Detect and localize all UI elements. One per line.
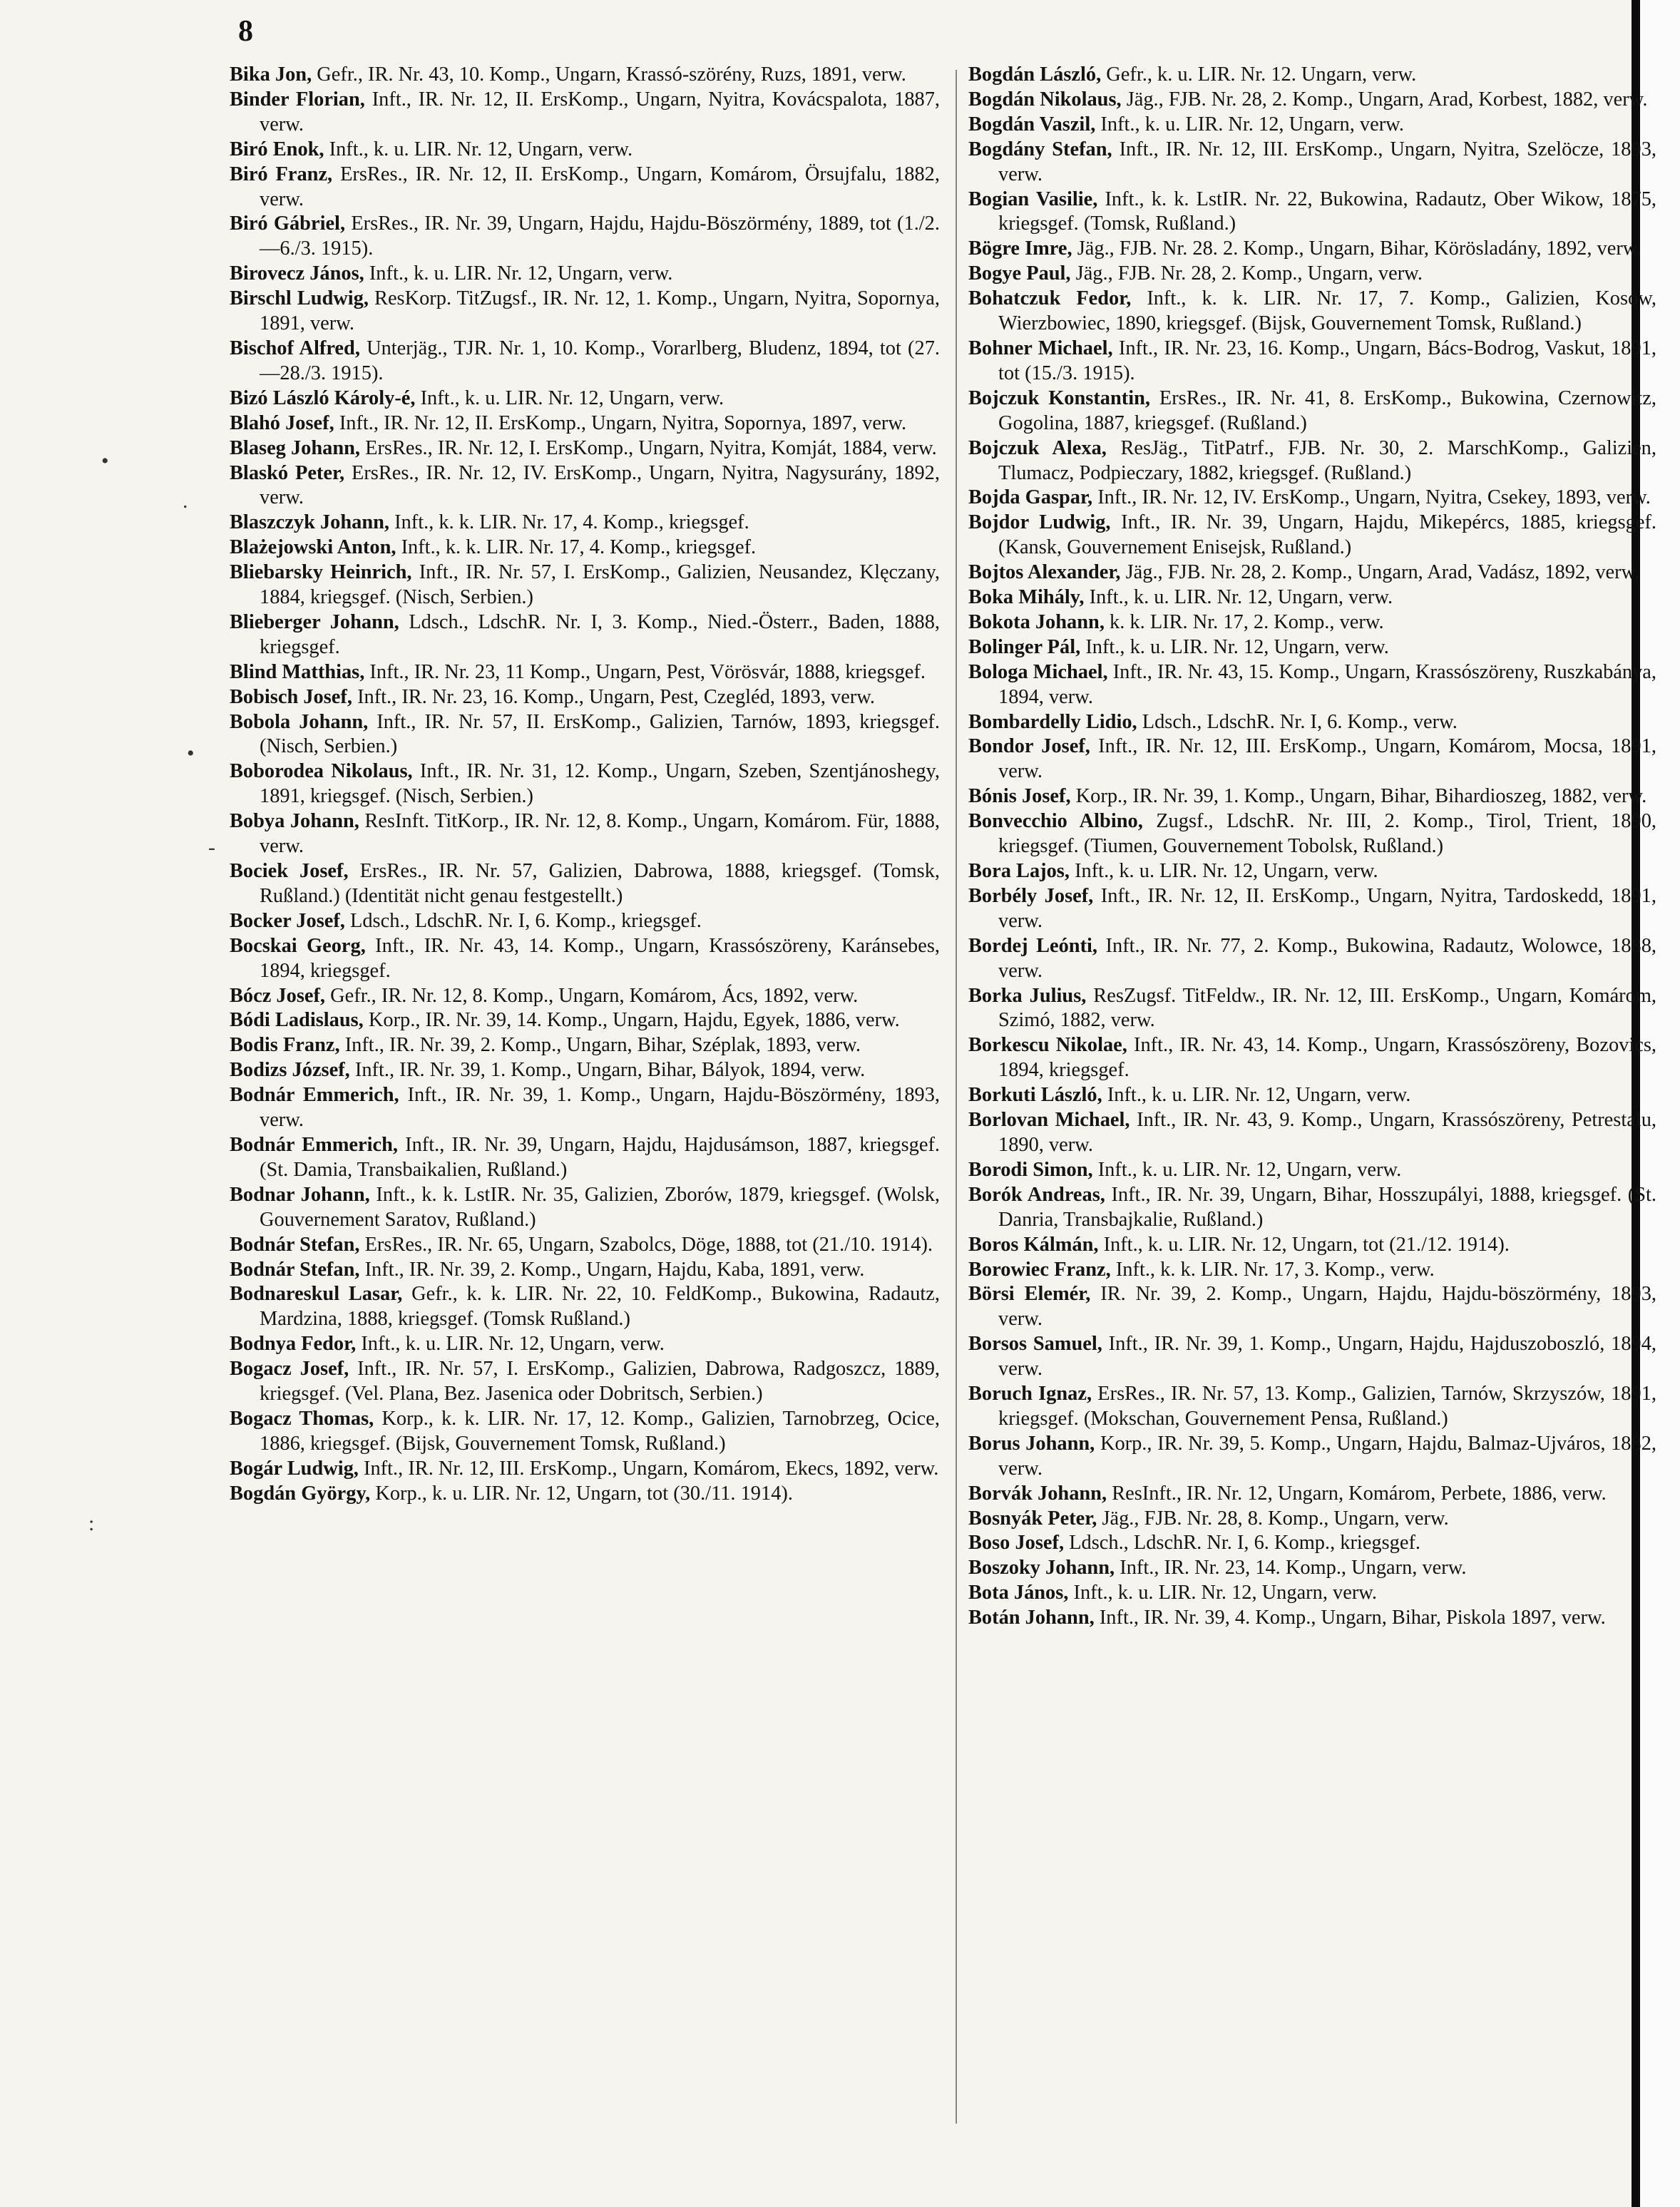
entry-details: Inft., k. u. LIR. Nr. 12, Ungarn, verw. (420, 386, 724, 409)
entry-name: Bologa Michael, (968, 660, 1108, 683)
register-entry (230, 386, 940, 411)
entry-details: Zugsf., LdschR. Nr. III, 2. Komp., Tirol, Trient, 1890, kriegsgef. (Tiumen, Gouvernement Tobolsk, Rußland.) (998, 810, 1656, 858)
register-entry (968, 784, 1656, 809)
entry-name: Bojdor Ludwig, (968, 511, 1111, 534)
entry-details: Inft., IR. Nr. 39, Ungarn, Hajdu, Mikepércs, 1885, kriegsgef. (Kansk, Gouvernement Enisejsk, Rußland.) (998, 511, 1656, 559)
entry-name: Borodi Simon, (968, 1158, 1093, 1181)
register-entry (230, 436, 940, 461)
entry-name: Bogacz Josef, (230, 1358, 349, 1381)
register-entry (968, 337, 1656, 386)
register-entry (968, 1531, 1656, 1556)
entry-details: ErsRes., IR. Nr. 57, 13. Komp., Galizien, Tarnów, Skrzyszów, 1891, kriegsgef. (Mokschan, Gouvernement Pensa, Rußland.) (998, 1383, 1656, 1430)
entry-name: Bocskai Georg, (230, 934, 366, 957)
entry-name: Bogdán Nikolaus, (968, 88, 1122, 111)
entry-name: Blahó Josef, (230, 411, 334, 434)
register-entry (968, 1507, 1656, 1532)
entry-name: Bogdán György, (230, 1482, 371, 1505)
entry-details: ResInft., IR. Nr. 12, Ungarn, Komárom, Perbete, 1886, verw. (1112, 1482, 1607, 1505)
entry-name: Blieberger Johann, (230, 610, 399, 633)
register-entry (230, 685, 940, 710)
entry-name: Biró Franz, (230, 163, 333, 185)
register-entry (968, 560, 1656, 585)
register-entry (968, 386, 1656, 436)
register-entry (230, 1357, 940, 1407)
register-entry (230, 934, 940, 984)
entry-name: Bizó László Károly-é, (230, 386, 416, 409)
entry-details: Inft., IR. Nr. 23, 16. Komp., Ungarn, Pest, Czegléd, 1893, verw. (357, 685, 876, 708)
entry-name: Bodnareskul Lasar, (230, 1283, 403, 1306)
register-entry (968, 237, 1656, 262)
entry-name: Borók Andreas, (968, 1183, 1105, 1206)
register-entry (968, 486, 1656, 511)
entry-name: Boruch Ignaz, (968, 1383, 1092, 1405)
entry-name: Blaseg Johann, (230, 436, 361, 459)
entry-details: Inft., IR. Nr. 43, 14. Komp., Ungarn, Krassószöreny, Karánsebes, 1894, kriegsgef. (260, 934, 940, 982)
entry-name: Borvák Johann, (968, 1482, 1107, 1505)
entry-details: ResZugsf. TitFeldw., IR. Nr. 12, III. ErsKomp., Ungarn, Komárom, Szimó, 1882, verw. (998, 984, 1657, 1032)
register-entry (230, 461, 940, 511)
margin-dot: . (183, 489, 188, 513)
entry-details: Jäg., FJB. Nr. 28, 2. Komp., Ungarn, Arad, Vadász, 1892, verw. (1125, 561, 1640, 584)
entry-details: Inft., k. k. LstIR. Nr. 22, Bukowina, Radautz, Ober Wikow, 1875, kriegsgef. (Tomsk, Rußland.) (998, 188, 1656, 235)
entry-details: Inft., IR. Nr. 39, Ungarn, Hajdu, Hajdusámson, 1887, kriegsgef. (St. Damia, Transbaikalien, Rußland.) (260, 1133, 940, 1181)
register-entry (968, 436, 1656, 486)
entry-details: Unterjäg., TJR. Nr. 1, 10. Komp., Vorarlberg, Bludenz, 1894, tot (27.—28./3. 1915). (260, 337, 940, 384)
entry-details: ResKorp. TitZugsf., IR. Nr. 12, 1. Komp., Ungarn, Nyitra, Sopornya, 1891, verw. (260, 287, 940, 335)
entry-details: Inft., IR. Nr. 23, 14. Komp., Ungarn, verw. (1120, 1557, 1467, 1579)
entry-name: Bodnár Emmerich, (230, 1084, 399, 1107)
entry-details: Ldsch., LdschR. Nr. I, 6. Komp., verw. (1142, 710, 1458, 733)
register-entry (230, 660, 940, 685)
entry-details: Inft., IR. Nr. 77, 2. Komp., Bukowina, Radautz, Wolowce, 1888, verw. (998, 934, 1657, 982)
register-entry (230, 1482, 940, 1507)
register-entry (968, 287, 1656, 337)
entry-name: Bodnar Johann, (230, 1183, 370, 1206)
entry-name: Botán Johann, (968, 1607, 1095, 1629)
register-entry (230, 262, 940, 287)
entry-name: Bónis Josef, (968, 785, 1071, 808)
entry-name: Bogár Ludwig, (230, 1457, 359, 1480)
entry-name: Borka Julius, (968, 984, 1087, 1007)
entry-details: Jäg., FJB. Nr. 28. 2. Komp., Ungarn, Bihar, Körösladány, 1892, verw. (1077, 237, 1641, 260)
register-entry (968, 1432, 1656, 1482)
margin-dot: : (88, 1512, 95, 1535)
right-column (968, 63, 1656, 1631)
entry-details: Korp., IR. Nr. 39, 5. Komp., Ungarn, Hajdu, Balmaz-Ujváros, 1882, verw. (998, 1432, 1656, 1480)
register-entry (968, 984, 1656, 1034)
entry-details: Inft., IR. Nr. 12, II. ErsKomp., Ungarn, Nyitra, Tardoskedd, 1891, verw. (998, 884, 1656, 932)
entry-details: Inft., IR. Nr. 39, 1. Komp., Ungarn, Hajdu, Hajduszoboszló, 1894, verw. (998, 1333, 1657, 1381)
entry-name: Bodizs József, (230, 1059, 350, 1082)
margin-dot: • (187, 742, 195, 765)
register-entry (968, 138, 1656, 188)
register-entry (968, 635, 1656, 660)
register-entry (968, 660, 1656, 710)
register-entry (968, 809, 1656, 859)
entry-details: Inft., IR. Nr. 39, 1. Komp., Ungarn, Hajdu-Böszörmény, 1893, verw. (260, 1084, 941, 1132)
register-entry (230, 163, 940, 212)
register-entry (230, 984, 940, 1009)
register-entry (230, 759, 940, 809)
entry-name: Boso Josef, (968, 1532, 1065, 1555)
entry-details: Korp., IR. Nr. 39, 14. Komp., Ungarn, Hajdu, Egyek, 1886, verw. (368, 1009, 900, 1032)
entry-name: Bodis Franz, (230, 1034, 340, 1057)
entry-details: Ldsch., LdschR. Nr. I, 3. Komp., Nied.-Österr., Baden, 1888, kriegsgef. (260, 610, 940, 658)
entry-details: Jäg., FJB. Nr. 28, 2. Komp., Ungarn, verw. (1075, 262, 1423, 285)
register-entry (230, 1457, 940, 1482)
entry-name: Borsos Samuel, (968, 1333, 1102, 1356)
entry-name: Bliebarsky Heinrich, (230, 561, 412, 584)
entry-details: Inft., k. k. LIR. Nr. 17, 3. Komp., verw. (1115, 1258, 1435, 1281)
register-entry (230, 88, 940, 138)
entry-details: Gefr., IR. Nr. 43, 10. Komp., Ungarn, Krassó-szörény, Ruzs, 1891, verw. (317, 63, 906, 86)
entry-details: Korp., k. k. LIR. Nr. 17, 12. Komp., Galizien, Tarnobrzeg, Ocice, 1886, kriegsgef. (Bijsk, Gouvernement Tomsk, Rußland.) (260, 1407, 940, 1455)
entry-details: Inft., k. u. LIR. Nr. 12, Ungarn, tot (21./12. 1914). (1103, 1233, 1510, 1256)
entry-name: Blażejowski Anton, (230, 536, 396, 559)
entry-details: Inft., k. u. LIR. Nr. 12, Ungarn, verw. (1089, 586, 1393, 609)
entry-name: Bischof Alfred, (230, 337, 360, 359)
entry-details: ErsRes., IR. Nr. 65, Ungarn, Szabolcs, Döge, 1888, tot (21./10. 1914). (364, 1233, 933, 1256)
entry-name: Bogdán Vaszil, (968, 113, 1096, 135)
left-column (230, 63, 940, 1507)
entry-details: Inft., k. u. LIR. Nr. 12, Ungarn, verw. (361, 1333, 665, 1356)
entry-name: Bordej Leónti, (968, 934, 1098, 957)
register-entry (230, 1407, 940, 1457)
register-entry (968, 511, 1656, 560)
entry-details: Inft., k. k. LIR. Nr. 17, 4. Komp., kriegsgef. (401, 536, 757, 559)
register-entry (230, 287, 940, 337)
entry-name: Bika Jon, (230, 63, 312, 86)
register-entry (968, 63, 1656, 88)
entry-name: Bögre Imre, (968, 237, 1072, 260)
entry-details: Ldsch., LdschR. Nr. I, 6. Komp., kriegsgef. (350, 909, 702, 932)
entry-details: k. k. LIR. Nr. 17, 2. Komp., verw. (1110, 610, 1384, 633)
register-entry (230, 1332, 940, 1357)
page-number: 8 (238, 15, 253, 48)
entry-details: Inft., IR. Nr. 31, 12. Komp., Ungarn, Szeben, Szentjánoshegy, 1891, kriegsgef. (Nisch, Serbien.) (260, 760, 941, 808)
entry-name: Bogian Vasilie, (968, 188, 1098, 210)
entry-details: Jäg., FJB. Nr. 28, 8. Komp., Ungarn, verw. (1102, 1507, 1449, 1530)
entry-name: Bora Lajos, (968, 860, 1070, 882)
entry-name: Börsi Elemér, (968, 1283, 1091, 1306)
entry-name: Biró Gábriel, (230, 212, 346, 235)
register-entry (230, 859, 940, 909)
register-entry (968, 88, 1656, 113)
register-entry (230, 138, 940, 163)
entry-name: Boros Kálmán, (968, 1233, 1099, 1256)
entry-name: Bosnyák Peter, (968, 1507, 1097, 1530)
entry-name: Borkescu Nikolae, (968, 1034, 1127, 1057)
entry-name: Borus Johann, (968, 1432, 1095, 1455)
entry-details: Inft., IR. Nr. 57, I. ErsKomp., Galizien, Dabrowa, Radgoszcz, 1889, kriegsgef. (Vel. Plana, Bez. Jasenica oder Dobritsch, Serbien.) (260, 1358, 940, 1405)
entry-name: Bonvecchio Albino, (968, 810, 1143, 833)
register-entry (230, 63, 940, 88)
entry-details: Inft., IR. Nr. 39, 4. Komp., Ungarn, Bihar, Piskola 1897, verw. (1099, 1607, 1606, 1629)
entry-details: ResInft. TitKorp., IR. Nr. 12, 8. Komp., Ungarn, Komárom. Für, 1888, verw. (260, 810, 940, 858)
entry-details: Inft., IR. Nr. 23, 16. Komp., Ungarn, Bács-Bodrog, Vaskut, 1891, tot (15./3. 1915). (998, 337, 1656, 384)
entry-details: Inft., k. k. LIR. Nr. 17, 4. Komp., kriegsgef. (394, 511, 749, 534)
entry-details: Gefr., k. u. LIR. Nr. 12. Ungarn, verw. (1106, 63, 1417, 86)
register-entry (968, 1482, 1656, 1507)
entry-details: Korp., k. u. LIR. Nr. 12, Ungarn, tot (30./11. 1914). (375, 1482, 793, 1505)
entry-details: Ldsch., LdschR. Nr. I, 6. Komp., kriegsgef. (1069, 1532, 1421, 1555)
entry-details: Inft., k. u. LIR. Nr. 12, Ungarn, verw. (1073, 1582, 1378, 1604)
register-entry (968, 1083, 1656, 1108)
entry-details: Inft., IR. Nr. 57, I. ErsKomp., Galizien, Neusandez, Klęczany, 1884, kriegsgef. (Nisch, Serbien.) (260, 561, 940, 609)
register-entry (968, 1033, 1656, 1083)
entry-name: Bohatczuk Fedor, (968, 287, 1132, 310)
entry-details: Inft., k. k. LstIR. Nr. 35, Galizien, Zborów, 1879, kriegsgef. (Wolsk, Gouvernement Saratov, Rußland.) (260, 1183, 940, 1231)
entry-name: Borlovan Michael, (968, 1109, 1130, 1132)
entry-name: Bogye Paul, (968, 262, 1071, 285)
register-entry (968, 934, 1656, 984)
entry-details: Inft., IR. Nr. 12, II. ErsKomp., Ungarn, Nyitra, Sopornya, 1897, verw. (339, 411, 907, 434)
entry-name: Birovecz János, (230, 262, 364, 285)
column-divider (956, 70, 957, 2124)
entry-details: Inft., IR. Nr. 43, 9. Komp., Ungarn, Krassószöreny, Petrestalu, 1890, verw. (998, 1109, 1657, 1156)
register-entry (230, 1083, 940, 1133)
entry-name: Biró Enok, (230, 138, 324, 160)
register-entry (230, 411, 940, 436)
entry-name: Borowiec Franz, (968, 1258, 1111, 1281)
register-entry (968, 1581, 1656, 1606)
register-entry (230, 212, 940, 262)
margin-dot: • (101, 449, 109, 473)
entry-name: Birschl Ludwig, (230, 287, 369, 310)
register-entry (968, 1332, 1656, 1382)
register-entry (968, 585, 1656, 610)
margin-dash: - (208, 836, 215, 859)
entry-details: ErsRes., IR. Nr. 57, Galizien, Dabrowa, 1888, kriegsgef. (Tomsk, Rußland.) (Identität nicht genau festgestellt.) (260, 860, 940, 907)
entry-name: Bombardelly Lidio, (968, 710, 1137, 733)
entry-name: Bokota Johann, (968, 610, 1105, 633)
entry-details: Inft., k. u. LIR. Nr. 12, Ungarn, verw. (1107, 1084, 1411, 1107)
entry-name: Bolinger Pál, (968, 635, 1081, 658)
register-entry (230, 1258, 940, 1283)
register-entry (230, 610, 940, 660)
entry-details: Inft., k. u. LIR. Nr. 12, Ungarn, verw. (1075, 860, 1378, 882)
entry-details: Inft., IR. Nr. 43, 15. Komp., Ungarn, Krassószöreny, Ruszkabánya, 1894, verw. (998, 660, 1656, 708)
entry-details: ErsRes., IR. Nr. 41, 8. ErsKomp., Bukowina, Czernowitz, Gogolina, 1887, kriegsgef. (Rußland.) (998, 386, 1657, 434)
entry-details: ErsRes., IR. Nr. 12, II. ErsKomp., Ungarn, Komárom, Örsujfalu, 1882, verw. (260, 163, 940, 210)
entry-details: Inft., IR. Nr. 12, III. ErsKomp., Ungarn, Komárom, Mocsa, 1891, verw. (998, 735, 1656, 783)
entry-name: Bogdán László, (968, 63, 1102, 86)
entry-details: Inft., IR. Nr. 39, Ungarn, Bihar, Hosszupályi, 1888, kriegsgef. (St. Danria, Transbajkalie, Rußland.) (998, 1183, 1656, 1231)
entry-details: ErsRes., IR. Nr. 39, Ungarn, Hajdu, Hajdu-Böszörmény, 1889, tot (1./2.—6./3. 1915). (260, 212, 940, 260)
register-entry (968, 610, 1656, 635)
register-entry (230, 337, 940, 386)
register-entry (968, 710, 1656, 735)
register-entry (968, 1382, 1656, 1432)
entry-details: Inft., IR. Nr. 12, II. ErsKomp., Ungarn, Nyitra, Kovácspalota, 1887, verw. (260, 88, 940, 135)
entry-details: Inft., k. k. LIR. Nr. 17, 7. Komp., Galizien, Kosów, Wierzbowiec, 1890, kriegsgef. (Bijsk, Gouvernement Tomsk, Rußland.) (998, 287, 1656, 335)
entry-details: Inft., k. u. LIR. Nr. 12, Ungarn, verw. (1085, 635, 1389, 658)
entry-name: Bodnár Stefan, (230, 1233, 360, 1256)
register-entry (968, 734, 1656, 784)
register-entry (230, 1183, 940, 1233)
entry-name: Bodnár Stefan, (230, 1258, 360, 1281)
entry-details: Inft., IR. Nr. 12, III. ErsKomp., Ungarn, Nyitra, Szelöcze, 1893, verw. (998, 138, 1656, 185)
entry-name: Bobisch Josef, (230, 685, 352, 708)
entry-details: Inft., IR. Nr. 57, II. ErsKomp., Galizien, Tarnów, 1893, kriegsgef. (Nisch, Serbien.) (260, 710, 940, 758)
entry-name: Bobola Johann, (230, 710, 369, 733)
entry-name: Blaszczyk Johann, (230, 511, 390, 534)
entry-name: Boka Mihály, (968, 586, 1085, 609)
entry-name: Bogdány Stefan, (968, 138, 1112, 160)
entry-details: Inft., IR. Nr. 39, 2. Komp., Ungarn, Bihar, Széplak, 1893, verw. (344, 1034, 861, 1057)
entry-details: Inft., k. u. LIR. Nr. 12, Ungarn, verw. (1097, 1158, 1402, 1181)
entry-name: Bócz Josef, (230, 984, 326, 1007)
entry-name: Bojtos Alexander, (968, 561, 1121, 584)
entry-name: Bodnya Fedor, (230, 1333, 357, 1356)
entry-details: Gefr., k. k. LIR. Nr. 22, 10. FeldKomp., Bukowina, Radautz, Mardzina, 1888, kriegsgef. (Tomsk Rußland.) (260, 1283, 940, 1331)
register-entry (230, 511, 940, 536)
entry-name: Bondor Josef, (968, 735, 1090, 758)
register-entry (230, 536, 940, 560)
entry-details: Inft., IR. Nr. 23, 11 Komp., Ungarn, Pest, Vörösvár, 1888, kriegsgef. (369, 660, 926, 683)
entry-name: Boborodea Nikolaus, (230, 760, 413, 783)
entry-details: Jäg., FJB. Nr. 28, 2. Komp., Ungarn, Arad, Korbest, 1882, verw. (1126, 88, 1648, 111)
entry-name: Borkuti László, (968, 1084, 1102, 1107)
entry-name: Blind Matthias, (230, 660, 365, 683)
entry-name: Bogacz Thomas, (230, 1407, 374, 1430)
register-entry (230, 560, 940, 610)
entry-details: Inft., IR. Nr. 12, III. ErsKomp., Ungarn, Komárom, Ekecs, 1892, verw. (364, 1457, 939, 1480)
register-entry (968, 1158, 1656, 1183)
register-entry (968, 113, 1656, 138)
register-entry (230, 1233, 940, 1258)
register-entry (230, 1033, 940, 1058)
register-entry (968, 1606, 1656, 1631)
register-entry (968, 1233, 1656, 1258)
register-entry (968, 1108, 1656, 1158)
entry-details: ResJäg., TitPatrf., FJB. Nr. 30, 2. MarschKomp., Galizien, Tlumacz, Podpieczary, 1882, kriegsgef. (Rußland.) (998, 436, 1656, 484)
entry-details: Korp., IR. Nr. 39, 1. Komp., Ungarn, Bihar, Bihardioszeg, 1882, verw. (1075, 785, 1647, 808)
register-entry (230, 1008, 940, 1033)
entry-name: Bódi Ladislaus, (230, 1009, 364, 1032)
entry-name: Boszoky Johann, (968, 1557, 1115, 1579)
entry-name: Bojczuk Alexa, (968, 436, 1107, 459)
entry-name: Bojczuk Konstantin, (968, 386, 1151, 409)
entry-details: Inft., k. u. LIR. Nr. 12, Ungarn, verw. (1100, 113, 1404, 135)
register-entry (968, 1258, 1656, 1283)
register-entry (968, 262, 1656, 287)
entry-name: Bobya Johann, (230, 810, 359, 833)
register-entry (968, 1556, 1656, 1581)
entry-name: Binder Florian, (230, 88, 365, 111)
entry-details: Gefr., IR. Nr. 12, 8. Komp., Ungarn, Komárom, Ács, 1892, verw. (330, 984, 859, 1007)
entry-name: Blaskó Peter, (230, 461, 345, 484)
entry-details: Inft., IR. Nr. 39, 2. Komp., Ungarn, Hajdu, Kaba, 1891, verw. (364, 1258, 865, 1281)
register-entry (968, 1183, 1656, 1233)
entry-name: Bohner Michael, (968, 337, 1113, 359)
entry-name: Bociek Josef, (230, 860, 349, 882)
register-entry (968, 859, 1656, 884)
entry-name: Bota János, (968, 1582, 1069, 1604)
entry-details: Inft., k. u. LIR. Nr. 12, Ungarn, verw. (369, 262, 673, 285)
entry-details: ErsRes., IR. Nr. 12, IV. ErsKomp., Ungarn, Nyitra, Nagysurány, 1892, verw. (260, 461, 940, 509)
entry-name: Bodnár Emmerich, (230, 1133, 398, 1156)
register-entry (968, 188, 1656, 237)
register-entry (230, 1133, 940, 1183)
entry-details: ErsRes., IR. Nr. 12, I. ErsKomp., Ungarn, Nyitra, Komját, 1884, verw. (365, 436, 937, 459)
register-entry (230, 1282, 940, 1332)
entry-name: Borbély Josef, (968, 884, 1094, 907)
entry-details: Inft., IR. Nr. 43, 14. Komp., Ungarn, Krassószöreny, Bozovics, 1894, kriegsgef. (998, 1034, 1656, 1082)
register-entry (230, 1058, 940, 1083)
entry-details: Inft., k. u. LIR. Nr. 12, Ungarn, verw. (329, 138, 633, 160)
entry-details: IR. Nr. 39, 2. Komp., Ungarn, Hajdu, Hajdu-böszörmény, 1893, verw. (998, 1283, 1656, 1331)
entry-name: Bocker Josef, (230, 909, 345, 932)
entry-details: Inft., IR. Nr. 12, IV. ErsKomp., Ungarn, Nyitra, Csekey, 1893, verw. (1097, 486, 1651, 509)
register-entry (230, 710, 940, 760)
entry-name: Bojda Gaspar, (968, 486, 1093, 509)
register-entry (230, 909, 940, 934)
entry-details: Inft., IR. Nr. 39, 1. Komp., Ungarn, Bihar, Bályok, 1894, verw. (354, 1059, 866, 1082)
register-entry (968, 1282, 1656, 1332)
register-entry (230, 809, 940, 859)
register-entry (968, 884, 1656, 934)
